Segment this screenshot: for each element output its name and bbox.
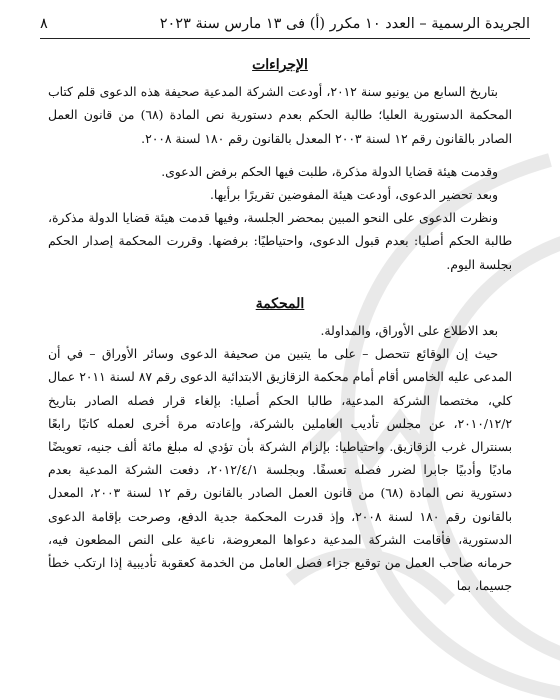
document-body <box>48 52 512 598</box>
procedures-paragraph-3: وبعد تحضير الدعوى، أودعت هيئة المفوضين تقريرًا برأيها. <box>209 188 498 203</box>
page-number: ٨ <box>40 16 48 32</box>
page-header <box>40 12 530 36</box>
court-paragraph-1: بعد الاطلاع على الأوراق، والمداولة. <box>320 324 498 339</box>
court-heading: المحكمة <box>255 295 305 312</box>
procedures-paragraph-4: ونظرت الدعوى على النحو المبين بمحضر الجلسة، وفيها قدمت هيئة قضايا الدولة مذكرة، طالبة الحكم أصليا: بعدم قبول الدعوى، واحتياطيًا: برفضها. وقررت المحكمة إصدار الحكم بجلسة اليوم. <box>48 211 512 272</box>
court-paragraph-2: حيث إن الوقائع تتحصل – على ما يتبين من صحيفة الدعوى وسائر الأوراق – في أن المدعى عليه الخامس أقام أمام محكمة الزقازيق الابتدائية الدعوى رقم ٨٧ لسنة ٢٠١١ عمال كلي، مختصما الشركة المدعية، طالبا الحكم أصليا: بإلغاء قرار فصله الصادر بتاريخ ٢٠١٠/١٢/٢، عن مجلس تأديب العاملين بالشركة، وإعادته مرة أخرى لعمله كاتبًا رابعًا بسنترال غرب الزقازيق. واحتياطيا: بإلزام الشركة بأن تؤدي له مبلغ مائة ألف جنيه، تعويضًا ماديًا وأدبيًا جابرا لضرر فصله تعسفًا. وبجلسة ٢٠١٢/٤/١، دفعت الشركة المدعية بعدم دستورية نص المادة (٦٨) من قانون العمل الصادر بالقانون رقم ١٢ لسنة ٢٠٠٣، المعدل بالقانون رقم ١٨٠ لسنة ٢٠٠٨، وإذ قدرت المحكمة جدية الدفع، وصرحت بإقامة الدعوى الدستورية، فأقامت الشركة المدعية دعواها المعروضة، ناعية على النص المطعون فيه، حرمانه صاحب العمل من توقيع جزاء فصل العامل من الخدمة كعقوبة تأديبية إذا ارتكب خطأ جسيما، بما <box>48 347 512 594</box>
procedures-paragraph-2: وقدمت هيئة قضايا الدولة مذكرة، طلبت فيها الحكم برفض الدعوى. <box>161 164 498 179</box>
header-title: الجريدة الرسمية – العدد ١٠ مكرر (أ) فى ١٣ مارس سنة ٢٠٢٣ <box>159 16 530 32</box>
header-divider <box>40 38 530 39</box>
procedures-paragraph-1: بتاريخ السابع من يونيو سنة ٢٠١٢، أودعت الشركة المدعية صحيفة هذه الدعوى قلم كتاب المحكمة الدستورية العليا؛ طالبة الحكم بعدم دستورية نص المادة (٦٨) من قانون العمل الصادر بالقانون رقم ١٢ لسنة ٢٠٠٣ المعدل بالقانون رقم ١٨٠ لسنة ٢٠٠٨. <box>48 85 512 146</box>
procedures-heading: الإجراءات <box>252 57 308 73</box>
